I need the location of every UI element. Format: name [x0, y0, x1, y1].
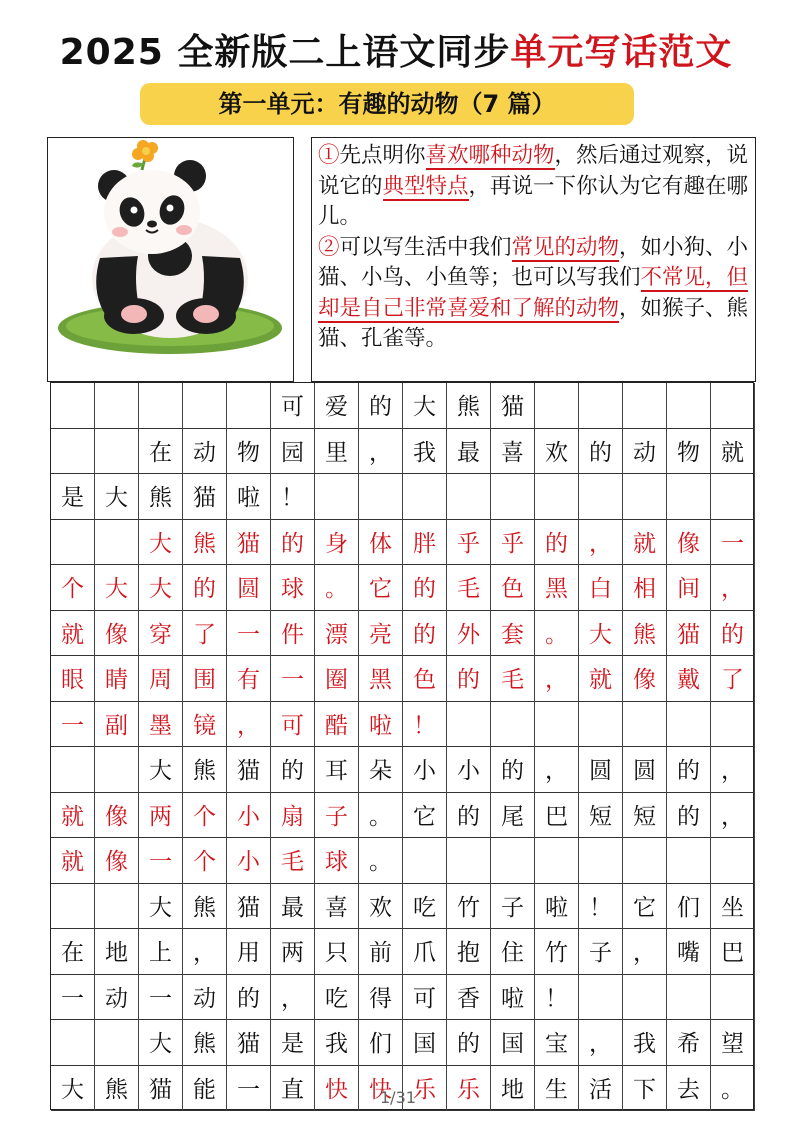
grid-cell: 胖: [403, 520, 447, 566]
page-number: 1/31: [380, 1088, 416, 1107]
grid-cell: 熊: [183, 1020, 227, 1066]
grid-cell: 一: [139, 975, 183, 1021]
grid-cell: 的: [667, 747, 711, 793]
grid-cell: 坐: [711, 884, 755, 930]
grid-cell: 啦: [227, 474, 271, 520]
grid-cell: 最: [271, 884, 315, 930]
grid-cell: 围: [183, 656, 227, 702]
grid-cell: 间: [667, 565, 711, 611]
grid-cell: [95, 884, 139, 930]
grid-cell: ，: [227, 702, 271, 748]
tip-2-text-b: ，如小狗、小猫、小鸟、小鱼等；也可以写我们: [318, 234, 749, 290]
tip-1-text-b: ，然后通过观察，说说它的: [318, 143, 749, 199]
grid-cell: [51, 1020, 95, 1066]
grid-cell: ，: [271, 975, 315, 1021]
grid-cell: 扇: [271, 793, 315, 839]
tip-2-highlight-1: 常见的动物: [511, 234, 620, 260]
grid-cell: 。: [711, 1066, 755, 1112]
grid-cell: 的: [403, 565, 447, 611]
grid-cell: 动: [183, 975, 227, 1021]
grid-cell: ，: [359, 429, 403, 475]
grid-cell: 漂: [315, 611, 359, 657]
grid-cell: 就: [623, 520, 667, 566]
grid-cell: ！: [535, 975, 579, 1021]
grid-cell: [95, 747, 139, 793]
grid-cell: 短: [579, 793, 623, 839]
grid-cell: 白: [579, 565, 623, 611]
tip-2: [318, 233, 749, 355]
grid-row: [51, 929, 755, 975]
grid-cell: 外: [447, 611, 491, 657]
grid-cell: 在: [139, 429, 183, 475]
grid-cell: 啦: [535, 884, 579, 930]
grid-row: [51, 1020, 755, 1066]
grid-cell: [227, 383, 271, 429]
grid-cell: 我: [403, 429, 447, 475]
grid-cell: 圆: [227, 565, 271, 611]
grid-cell: 朵: [359, 747, 403, 793]
grid-cell: 的: [535, 520, 579, 566]
grid-row: [51, 611, 755, 657]
grid-cell: 猫: [227, 884, 271, 930]
grid-cell: [579, 474, 623, 520]
tip-2-text-c: ，如猴子、熊猫、孔雀等。: [318, 295, 749, 351]
grid-cell: 球: [271, 565, 315, 611]
grid-cell: 。: [535, 611, 579, 657]
grid-cell: 件: [271, 611, 315, 657]
grid-cell: 是: [271, 1020, 315, 1066]
grid-cell: 喜: [491, 429, 535, 475]
grid-cell: 色: [403, 656, 447, 702]
grid-cell: [315, 474, 359, 520]
grid-row: [51, 656, 755, 702]
grid-cell: 就: [711, 429, 755, 475]
grid-cell: 就: [51, 793, 95, 839]
grid-cell: 动: [183, 429, 227, 475]
grid-cell: 地: [95, 929, 139, 975]
grid-cell: 乐: [403, 1066, 447, 1112]
tip-1-highlight-1: 喜欢哪种动物: [425, 143, 555, 168]
grid-cell: [667, 702, 711, 748]
grid-cell: 熊: [139, 474, 183, 520]
grid-cell: 大: [95, 565, 139, 611]
grid-cell: [447, 702, 491, 748]
grid-cell: 一: [139, 838, 183, 884]
grid-cell: 毛: [491, 656, 535, 702]
writing-grid: [50, 382, 754, 1110]
grid-cell: 大: [139, 1020, 183, 1066]
grid-cell: ，: [711, 793, 755, 839]
grid-cell: 的: [711, 611, 755, 657]
grid-cell: ，: [623, 929, 667, 975]
grid-cell: 毛: [271, 838, 315, 884]
grid-cell: 身: [315, 520, 359, 566]
grid-cell: 住: [491, 929, 535, 975]
grid-cell: [51, 520, 95, 566]
grid-row: [51, 747, 755, 793]
grid-cell: 巴: [535, 793, 579, 839]
grid-cell: [579, 383, 623, 429]
grid-cell: ，: [535, 656, 579, 702]
grid-row: [51, 520, 755, 566]
grid-cell: 了: [183, 611, 227, 657]
grid-row: [51, 838, 755, 884]
grid-cell: [667, 838, 711, 884]
grid-cell: [359, 474, 403, 520]
grid-cell: 猫: [491, 383, 535, 429]
grid-cell: 欢: [535, 429, 579, 475]
grid-cell: 香: [447, 975, 491, 1021]
grid-cell: 直: [271, 1066, 315, 1112]
grid-cell: 猫: [227, 747, 271, 793]
grid-cell: 子: [579, 929, 623, 975]
grid-cell: 的: [271, 747, 315, 793]
grid-cell: [95, 520, 139, 566]
grid-cell: 球: [315, 838, 359, 884]
grid-cell: 园: [271, 429, 315, 475]
grid-cell: 小: [403, 747, 447, 793]
grid-cell: [623, 838, 667, 884]
grid-cell: [535, 383, 579, 429]
grid-cell: [491, 838, 535, 884]
grid-cell: 们: [359, 1020, 403, 1066]
grid-cell: [623, 975, 667, 1021]
grid-cell: 物: [227, 429, 271, 475]
grid-cell: 们: [667, 884, 711, 930]
grid-cell: 熊: [447, 383, 491, 429]
grid-cell: 生: [535, 1066, 579, 1112]
grid-cell: 像: [95, 611, 139, 657]
grid-cell: 的: [447, 793, 491, 839]
grid-cell: 可: [403, 975, 447, 1021]
grid-row: [51, 793, 755, 839]
grid-cell: 爱: [315, 383, 359, 429]
grid-cell: 爪: [403, 929, 447, 975]
grid-cell: 它: [359, 565, 403, 611]
grid-cell: 的: [271, 520, 315, 566]
grid-cell: 圆: [579, 747, 623, 793]
title-red-part: 单元写话范文: [510, 32, 733, 73]
grid-cell: 一: [227, 611, 271, 657]
grid-cell: [579, 838, 623, 884]
grid-cell: 大: [139, 520, 183, 566]
grid-cell: [667, 975, 711, 1021]
grid-cell: 快: [315, 1066, 359, 1112]
grid-cell: 就: [51, 611, 95, 657]
grid-cell: 睛: [95, 656, 139, 702]
grid-cell: 竹: [447, 884, 491, 930]
grid-cell: 短: [623, 793, 667, 839]
grid-cell: [51, 383, 95, 429]
grid-cell: 用: [227, 929, 271, 975]
grid-row: [51, 383, 755, 429]
tip-2-highlight-2: 不常见，但却是自己非常喜爱和了解的动物: [318, 265, 749, 321]
grid-cell: 的: [447, 1020, 491, 1066]
grid-cell: 下: [623, 1066, 667, 1112]
grid-cell: 像: [95, 793, 139, 839]
grid-cell: 大: [139, 747, 183, 793]
grid-cell: 一: [711, 520, 755, 566]
grid-cell: [711, 975, 755, 1021]
grid-cell: 它: [403, 793, 447, 839]
grid-cell: 熊: [183, 520, 227, 566]
grid-cell: 。: [359, 793, 403, 839]
grid-cell: ，: [711, 747, 755, 793]
grid-cell: 的: [667, 793, 711, 839]
grid-cell: 吃: [315, 975, 359, 1021]
grid-cell: [139, 383, 183, 429]
grid-cell: [51, 747, 95, 793]
grid-cell: 尾: [491, 793, 535, 839]
panda-illustration-box: [47, 137, 294, 382]
tip-2-text-a: 可以写生活中我们: [339, 234, 512, 260]
grid-cell: 亮: [359, 611, 403, 657]
grid-cell: 望: [711, 1020, 755, 1066]
grid-cell: 它: [623, 884, 667, 930]
grid-cell: 眼: [51, 656, 95, 702]
grid-cell: 个: [51, 565, 95, 611]
grid-cell: 是: [51, 474, 95, 520]
grid-cell: [667, 474, 711, 520]
grid-cell: 戴: [667, 656, 711, 702]
grid-cell: [623, 702, 667, 748]
grid-cell: 大: [139, 884, 183, 930]
grid-cell: 大: [579, 611, 623, 657]
grid-cell: 去: [667, 1066, 711, 1112]
grid-cell: 子: [315, 793, 359, 839]
grid-cell: 国: [403, 1020, 447, 1066]
grid-cell: 宝: [535, 1020, 579, 1066]
grid-cell: [711, 474, 755, 520]
grid-cell: [95, 429, 139, 475]
grid-cell: 小: [447, 747, 491, 793]
grid-cell: 酷: [315, 702, 359, 748]
grid-cell: 猫: [227, 520, 271, 566]
grid-cell: 的: [359, 383, 403, 429]
unit-banner: 第一单元：有趣的动物（7 篇）: [140, 83, 634, 125]
grid-cell: [51, 429, 95, 475]
grid-cell: 猫: [227, 1020, 271, 1066]
grid-cell: ，: [579, 520, 623, 566]
grid-cell: 猫: [667, 611, 711, 657]
grid-cell: 有: [227, 656, 271, 702]
grid-cell: 圈: [315, 656, 359, 702]
grid-cell: 耳: [315, 747, 359, 793]
grid-cell: 墨: [139, 702, 183, 748]
grid-cell: [491, 474, 535, 520]
grid-cell: 。: [315, 565, 359, 611]
grid-cell: 大: [95, 474, 139, 520]
grid-cell: 吃: [403, 884, 447, 930]
grid-cell: 我: [623, 1020, 667, 1066]
grid-cell: 里: [315, 429, 359, 475]
grid-cell: 啦: [491, 975, 535, 1021]
grid-cell: [623, 474, 667, 520]
grid-cell: 像: [623, 656, 667, 702]
grid-cell: 得: [359, 975, 403, 1021]
grid-cell: 的: [579, 429, 623, 475]
grid-cell: [623, 383, 667, 429]
grid-cell: 了: [711, 656, 755, 702]
grid-cell: 黑: [535, 565, 579, 611]
grid-cell: 国: [491, 1020, 535, 1066]
grid-cell: 活: [579, 1066, 623, 1112]
grid-cell: 能: [183, 1066, 227, 1112]
tip-1-text-c: ，再说一下你认为它有趣在哪儿。: [318, 173, 749, 229]
grid-cell: 副: [95, 702, 139, 748]
grid-cell: ，: [183, 929, 227, 975]
grid-cell: [95, 383, 139, 429]
tip-1-highlight-2: 典型特点: [382, 173, 469, 199]
grid-cell: ！: [579, 884, 623, 930]
grid-cell: 抱: [447, 929, 491, 975]
grid-row: [51, 565, 755, 611]
panda-sitting-icon: [48, 138, 292, 380]
grid-cell: 啦: [359, 702, 403, 748]
grid-cell: 可: [271, 383, 315, 429]
grid-cell: 小: [227, 838, 271, 884]
grid-cell: 乎: [447, 520, 491, 566]
grid-cell: 镜: [183, 702, 227, 748]
grid-cell: [51, 884, 95, 930]
grid-cell: 最: [447, 429, 491, 475]
grid-cell: [403, 838, 447, 884]
grid-cell: [535, 702, 579, 748]
grid-cell: [183, 383, 227, 429]
grid-cell: 大: [403, 383, 447, 429]
grid-cell: [579, 702, 623, 748]
grid-cell: [491, 702, 535, 748]
grid-cell: 熊: [183, 884, 227, 930]
grid-row: [51, 975, 755, 1021]
grid-cell: 在: [51, 929, 95, 975]
grid-cell: 大: [139, 565, 183, 611]
tip-1: [318, 141, 749, 233]
grid-cell: 地: [491, 1066, 535, 1112]
grid-cell: 欢: [359, 884, 403, 930]
grid-cell: ，: [535, 747, 579, 793]
grid-cell: 熊: [95, 1066, 139, 1112]
grid-cell: 的: [183, 565, 227, 611]
grid-cell: 黑: [359, 656, 403, 702]
grid-cell: [579, 975, 623, 1021]
grid-cell: 像: [667, 520, 711, 566]
grid-cell: [667, 383, 711, 429]
grid-cell: 子: [491, 884, 535, 930]
grid-cell: 套: [491, 611, 535, 657]
grid-cell: 色: [491, 565, 535, 611]
page-title: [0, 24, 792, 75]
grid-cell: 一: [271, 656, 315, 702]
grid-cell: 乐: [447, 1066, 491, 1112]
grid-cell: ，: [579, 1020, 623, 1066]
grid-cell: 一: [51, 702, 95, 748]
grid-cell: 我: [315, 1020, 359, 1066]
grid-cell: 乎: [491, 520, 535, 566]
grid-cell: 希: [667, 1020, 711, 1066]
grid-cell: 小: [227, 793, 271, 839]
grid-cell: 两: [139, 793, 183, 839]
grid-cell: [95, 1020, 139, 1066]
grid-cell: 两: [271, 929, 315, 975]
grid-cell: 。: [359, 838, 403, 884]
grid-cell: [711, 838, 755, 884]
grid-cell: 的: [227, 975, 271, 1021]
grid-cell: 的: [403, 611, 447, 657]
grid-cell: 圆: [623, 747, 667, 793]
grid-cell: 动: [95, 975, 139, 1021]
title-black-part: 2025 全新版二上语文同步: [59, 32, 511, 73]
grid-cell: 上: [139, 929, 183, 975]
grid-cell: 只: [315, 929, 359, 975]
grid-cell: 毛: [447, 565, 491, 611]
grid-cell: 熊: [623, 611, 667, 657]
grid-cell: [535, 474, 579, 520]
grid-cell: 个: [183, 838, 227, 884]
tip-1-number: ①: [318, 143, 340, 168]
writing-tips-box: [311, 137, 756, 382]
grid-cell: 猫: [139, 1066, 183, 1112]
grid-row: [51, 884, 755, 930]
grid-cell: 的: [447, 656, 491, 702]
grid-cell: [403, 474, 447, 520]
grid-cell: 一: [227, 1066, 271, 1112]
grid-cell: 猫: [183, 474, 227, 520]
grid-cell: 个: [183, 793, 227, 839]
grid-cell: 体: [359, 520, 403, 566]
grid-cell: 嘴: [667, 929, 711, 975]
tip-2-number: ②: [318, 234, 340, 260]
grid-cell: 快: [359, 1066, 403, 1112]
grid-cell: 大: [51, 1066, 95, 1112]
grid-cell: [535, 838, 579, 884]
grid-cell: 周: [139, 656, 183, 702]
grid-cell: 的: [491, 747, 535, 793]
grid-cell: 物: [667, 429, 711, 475]
grid-row: [51, 429, 755, 475]
grid-cell: 穿: [139, 611, 183, 657]
grid-cell: ！: [403, 702, 447, 748]
grid-cell: 像: [95, 838, 139, 884]
grid-cell: 喜: [315, 884, 359, 930]
grid-cell: [711, 702, 755, 748]
grid-cell: [447, 838, 491, 884]
grid-cell: ！: [271, 474, 315, 520]
grid-row: [51, 702, 755, 748]
grid-cell: 竹: [535, 929, 579, 975]
grid-cell: 前: [359, 929, 403, 975]
grid-cell: [711, 383, 755, 429]
tip-1-text-a: 先点明你: [339, 143, 426, 168]
grid-row: [51, 474, 755, 520]
grid-cell: 就: [51, 838, 95, 884]
grid-cell: 相: [623, 565, 667, 611]
grid-cell: 巴: [711, 929, 755, 975]
grid-cell: 动: [623, 429, 667, 475]
grid-cell: 熊: [183, 747, 227, 793]
grid-cell: 一: [51, 975, 95, 1021]
grid-cell: 就: [579, 656, 623, 702]
grid-cell: [447, 474, 491, 520]
grid-cell: 可: [271, 702, 315, 748]
grid-cell: ，: [711, 565, 755, 611]
